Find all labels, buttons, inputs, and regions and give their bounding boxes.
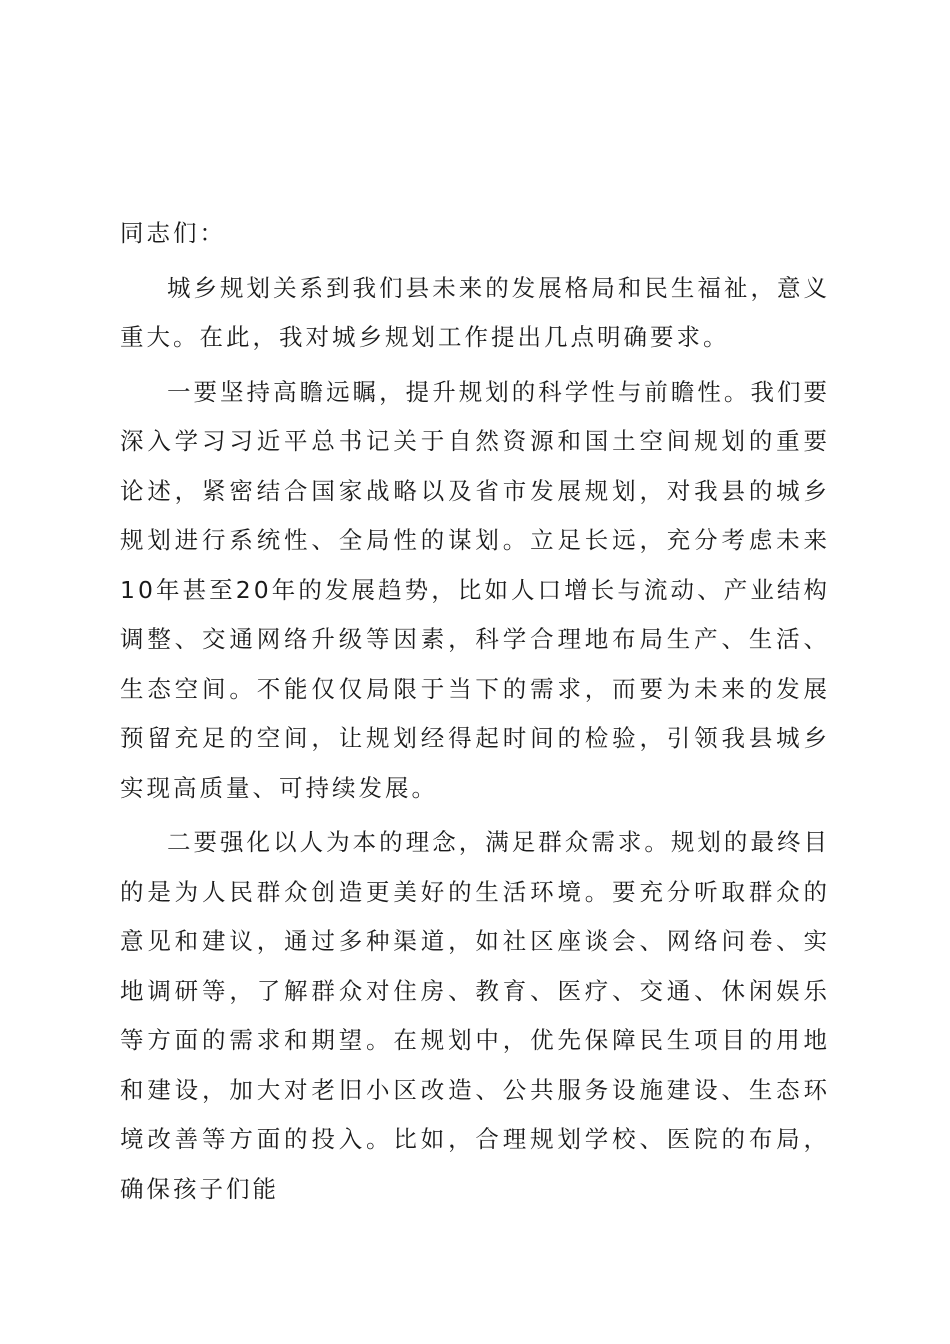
paragraph-intro: 城乡规划关系到我们县未来的发展格局和民生福祉，意义重大。在此，我对城乡规划工作提出几点明确要求。 xyxy=(120,273,830,351)
speech-body xyxy=(120,209,830,1219)
paragraph-requirement-one: 一要坚持高瞻远瞩，提升规划的科学性与前瞻性。我们要深入学习习近平总书记关于自然资源和国土空间规划的重要论述，紧密结合国家战略以及省市发展规划，对我县的城乡规划进行系统性、全局性的谋划。立足长远，充分考虑未来10年甚至20年的发展趋势，比如人口增长与流动、产业结构调整、交通网络升级等因素，科学合理地布局生产、生活、生态空间。不能仅仅局限于当下的需求，而要为未来的发展预留充足的空间，让规划经得起时间的检验，引领我县城乡实现高质量、可持续发展。 xyxy=(120,377,830,802)
paragraph-requirement-two: 二要强化以人为本的理念，满足群众需求。规划的最终目的是为人民群众创造更美好的生活环境。要充分听取群众的意见和建议，通过多种渠道，如社区座谈会、网络问卷、实地调研等，了解群众对住房、教育、医疗、交通、休闲娱乐等方面的需求和期望。在规划中，优先保障民生项目的用地和建设，加大对老旧小区改造、公共服务设施建设、生态环境改善等方面的投入。比如，合理规划学校、医院的布局，确保孩子们能 xyxy=(120,828,830,1203)
salutation: 同志们： xyxy=(120,219,226,247)
